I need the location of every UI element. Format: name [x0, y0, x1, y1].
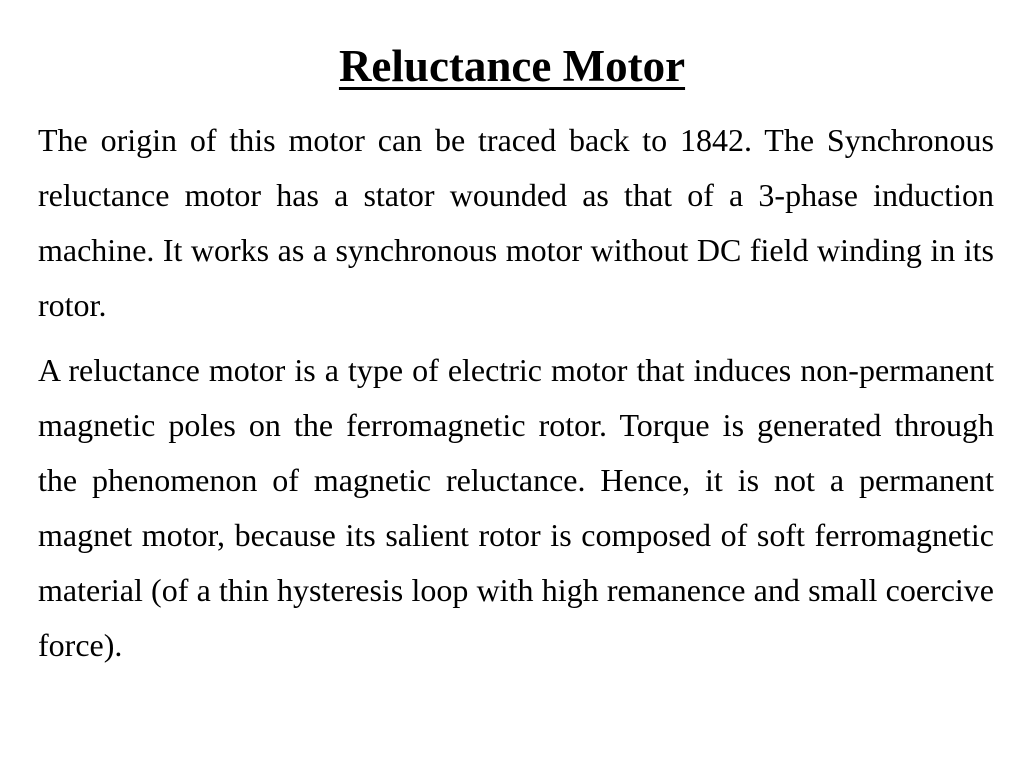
paragraph-origin: The origin of this motor can be traced back to 1842. The Synchronous reluctance motor has a stator wounded as that of a 3-phase induction machine. It works as a synchronous motor without DC field winding in its rotor.	[38, 122, 994, 323]
paragraph-definition: A reluctance motor is a type of electric motor that induces non-permanent magnetic poles on the ferromagnetic rotor. Torque is generated through the phenomenon of magnetic reluctance. Hence, it is not a permanent magnet motor, because its salient rotor is composed of soft ferromagnetic material (of a thin hysteresis loop with high remanence and small coercive force).	[38, 352, 994, 663]
slide-title	[0, 38, 1024, 94]
slide-title-text: Reluctance Motor	[338, 41, 686, 91]
